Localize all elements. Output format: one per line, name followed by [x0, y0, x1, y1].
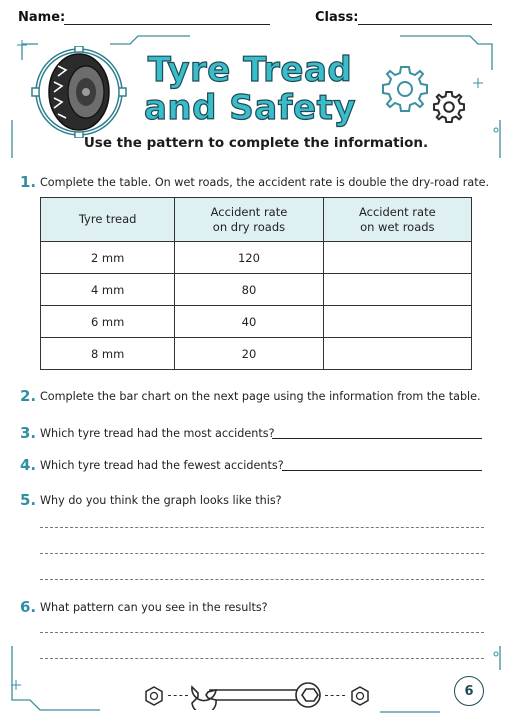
class-field[interactable]	[358, 24, 492, 25]
wet-answer-cell[interactable]	[323, 306, 471, 338]
gear-icon	[380, 64, 430, 114]
hex-nut-icon	[144, 686, 164, 706]
wet-answer-cell[interactable]	[323, 338, 471, 370]
tread-cell: 2 mm	[41, 242, 175, 274]
footer-dash	[168, 695, 188, 696]
col-header-tread: Tyre tread	[41, 198, 175, 242]
wet-answer-cell[interactable]	[323, 274, 471, 306]
table-row	[41, 338, 472, 370]
dry-cell: 120	[175, 242, 323, 274]
name-field[interactable]	[64, 24, 270, 25]
tread-table	[40, 197, 472, 370]
table-row	[41, 306, 472, 338]
q2-text: Complete the bar chart on the next page using the information from the table.	[40, 390, 481, 403]
q5-number: 5.	[20, 491, 37, 509]
page-number: 6	[454, 676, 484, 706]
q6-number: 6.	[20, 598, 37, 616]
q5-text: Why do you think the graph looks like this?	[40, 494, 282, 507]
class-label: Class:	[315, 10, 359, 25]
footer-dash	[325, 695, 345, 696]
tread-cell: 6 mm	[41, 306, 175, 338]
wrench-icon	[188, 680, 324, 710]
q4-number: 4.	[20, 456, 37, 474]
q4-text: Which tyre tread had the fewest accidents?	[40, 459, 284, 472]
q5-answer-line[interactable]	[40, 553, 484, 554]
q5-answer-line[interactable]	[40, 579, 484, 580]
q6-text: What pattern can you see in the results?	[40, 601, 268, 614]
dry-cell: 80	[175, 274, 323, 306]
gear-icon	[432, 90, 466, 124]
hex-nut-icon	[350, 686, 370, 706]
q1-text: Complete the table. On wet roads, the accident rate is double the dry-road rate.	[40, 176, 490, 189]
instructions: Use the pattern to complete the information.	[83, 135, 429, 151]
dry-cell: 20	[175, 338, 323, 370]
q3-number: 3.	[20, 424, 37, 442]
name-label: Name:	[18, 10, 66, 25]
q5-answer-line[interactable]	[40, 527, 484, 528]
tread-cell: 4 mm	[41, 274, 175, 306]
q2-number: 2.	[20, 387, 37, 405]
title-line-1: Tyre Tread	[147, 50, 353, 90]
q3-answer-line[interactable]	[272, 438, 482, 439]
q4-answer-line[interactable]	[282, 470, 482, 471]
q1-number: 1.	[20, 173, 37, 191]
table-row	[41, 242, 472, 274]
tyre-icon	[30, 46, 128, 138]
title-line-2: and Safety	[143, 88, 357, 128]
q3-text: Which tyre tread had the most accidents?	[40, 427, 275, 440]
table-row	[41, 274, 472, 306]
tread-cell: 8 mm	[41, 338, 175, 370]
col-header-wet: Accident rate on wet roads	[323, 198, 471, 242]
q6-answer-line[interactable]	[40, 632, 484, 633]
dry-cell: 40	[175, 306, 323, 338]
col-header-dry: Accident rate on dry roads	[175, 198, 323, 242]
wet-answer-cell[interactable]	[323, 242, 471, 274]
